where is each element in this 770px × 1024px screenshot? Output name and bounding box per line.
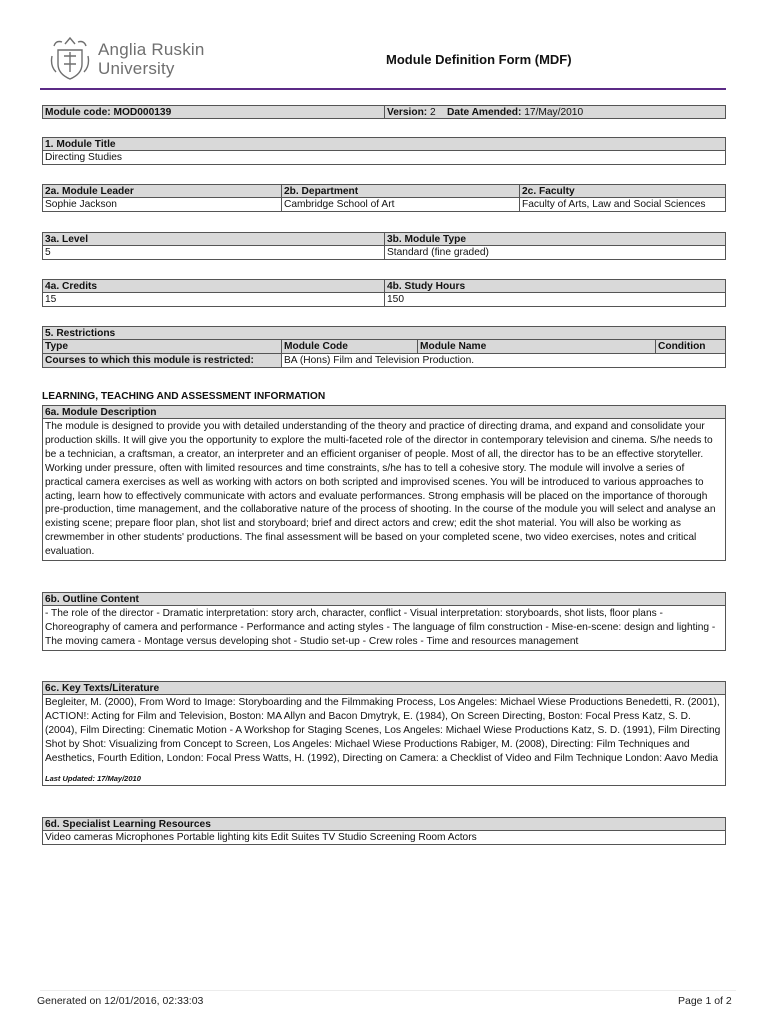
faculty-value: Faculty of Arts, Law and Social Sciences — [520, 198, 726, 212]
university-crest-icon — [50, 36, 90, 82]
version-value: 2 — [430, 107, 436, 118]
module-title-label: 1. Module Title — [42, 137, 726, 151]
level-value: 5 — [42, 246, 385, 260]
university-name-line2: University — [98, 59, 175, 78]
lta-heading: LEARNING, TEACHING AND ASSESSMENT INFORMATION — [42, 391, 326, 402]
restrictions-col-name: Module Name — [418, 340, 656, 354]
module-title-block — [42, 137, 726, 165]
restrictions-col-type: Type — [42, 340, 282, 354]
restrictions-col-condition: Condition — [656, 340, 726, 354]
module-type-label: 3b. Module Type — [385, 232, 726, 246]
department-value: Cambridge School of Art — [282, 198, 520, 212]
level-label: 3a. Level — [42, 232, 385, 246]
learning-resources-label: 6d. Specialist Learning Resources — [42, 817, 726, 831]
key-texts-content — [42, 695, 726, 786]
university-logo — [50, 36, 210, 82]
key-texts-text: Begleiter, M. (2000), From Word to Image: Storyboarding and the Filmmaking Process, Los Angeles: Michael Wiese Productions Benedetti, R. (2001), ACTION!: Acting for Film and Television, Boston: MA Allyn and Bacon Dmytryk, E. (1984), On Screen Directing, Boston: Focal Press Katz, S. D. (2004), Film Directing: Cinematic Motion - A Workshop for Staging Scenes, Los Angeles: Michael Wiese Productions Katz, S. D. (1991), Film Directing Shot by Shot: Visualizing from Concept to Screen, Los Angeles: Michael Wiese Productions Rabiger, M. (2008), Directing: Film Techniques and Aesthetics, Fourth Edition, London: Focal Press Watts, H. (1992), Directing on Camera: a Checklist of Video and Film Technique London: Aavo Media — [45, 697, 721, 764]
module-leader-value: Sophie Jackson — [42, 198, 282, 212]
restrictions-row-value: BA (Hons) Film and Television Production. — [282, 354, 726, 368]
module-description-block — [42, 405, 726, 561]
version-label: Version: — [387, 107, 428, 118]
study-hours-label: 4b. Study Hours — [385, 279, 726, 293]
key-texts-block — [42, 681, 726, 786]
restrictions-row-type: Courses to which this module is restricted: — [42, 354, 282, 368]
module-leader-label: 2a. Module Leader — [42, 184, 282, 198]
module-code: Module code: MOD000139 — [42, 105, 385, 119]
faculty-label: 2c. Faculty — [520, 184, 726, 198]
version-date — [385, 105, 726, 119]
learning-resources-text: Video cameras Microphones Portable lighting kits Edit Suites TV Studio Screening Room Actors — [42, 831, 726, 845]
credits-label: 4a. Credits — [42, 279, 385, 293]
outline-content-text: - The role of the director - Dramatic interpretation: story arch, character, conflict - Visual interpretation: storyboards, shot lists, floor plans - Choreography of camera and performance - Performance and acting styles - The language of film construction - Mise-en-scene: design and lighting - The moving camera - Montage versus developing shot - Studio set-up - Crew roles - Time and resources management — [42, 606, 726, 651]
university-name-line1: Anglia Ruskin — [98, 40, 205, 59]
form-title: Module Definition Form (MDF) — [386, 52, 572, 67]
module-title-value: Directing Studies — [42, 151, 726, 165]
restrictions-col-code: Module Code — [282, 340, 418, 354]
module-description-text: The module is designed to provide you with detailed understanding of the theory and practice of directing drama, and expand and consolidate your production skills. It will give you the opportunity to explore the multi-faceted role of the director in contemporary television and cinema. S/he needs to be a technician, a craftsman, a creator, an interpreter and an efficient organiser of people. Most of all, the director has to be an effective storyteller. Working under pressure, often with limited resources and time constraints, s/he has to tell a cohesive story. The module will involve a series of practical camera exercises as well as working with actors on both scripted and improvised scenes. You will be introduced to various approaches to acting, learn how to effectively communicate with actors and evaluate performances. Strong emphasis will be placed on the importance of thorough pre-production, time management, and the collaborative nature of the process of shooting. In the course of the module you will select and analyse an existing scene; prepare floor plan, shot list and storyboard; brief and direct actors and crew; edit the shot material. You will also be working as crewmember in other students' productions. The final assessment will be based on your completed scene, two video exercises, notes and critical evaluation. — [42, 419, 726, 561]
key-texts-label: 6c. Key Texts/Literature — [42, 681, 726, 695]
department-label: 2b. Department — [282, 184, 520, 198]
restrictions-label: 5. Restrictions — [42, 326, 726, 340]
study-hours-value: 150 — [385, 293, 726, 307]
outline-content-label: 6b. Outline Content — [42, 592, 726, 606]
last-updated: Last Updated: 17/May/2010 — [45, 773, 141, 783]
credits-block — [42, 279, 726, 307]
restrictions-block — [42, 326, 726, 368]
module-description-label: 6a. Module Description — [42, 405, 726, 419]
page-number: Page 1 of 2 — [678, 995, 732, 1007]
footer-divider — [40, 990, 736, 991]
module-type-value: Standard (fine graded) — [385, 246, 726, 260]
leader-block — [42, 184, 726, 212]
university-name — [98, 40, 205, 78]
generated-timestamp: Generated on 12/01/2016, 02:33:03 — [37, 995, 204, 1007]
outline-content-block — [42, 592, 726, 651]
date-label: Date Amended: — [447, 107, 522, 118]
header-divider — [40, 88, 726, 90]
learning-resources-block — [42, 817, 726, 845]
level-block — [42, 232, 726, 260]
credits-value: 15 — [42, 293, 385, 307]
module-code-block — [42, 105, 726, 119]
date-value: 17/May/2010 — [524, 107, 584, 118]
